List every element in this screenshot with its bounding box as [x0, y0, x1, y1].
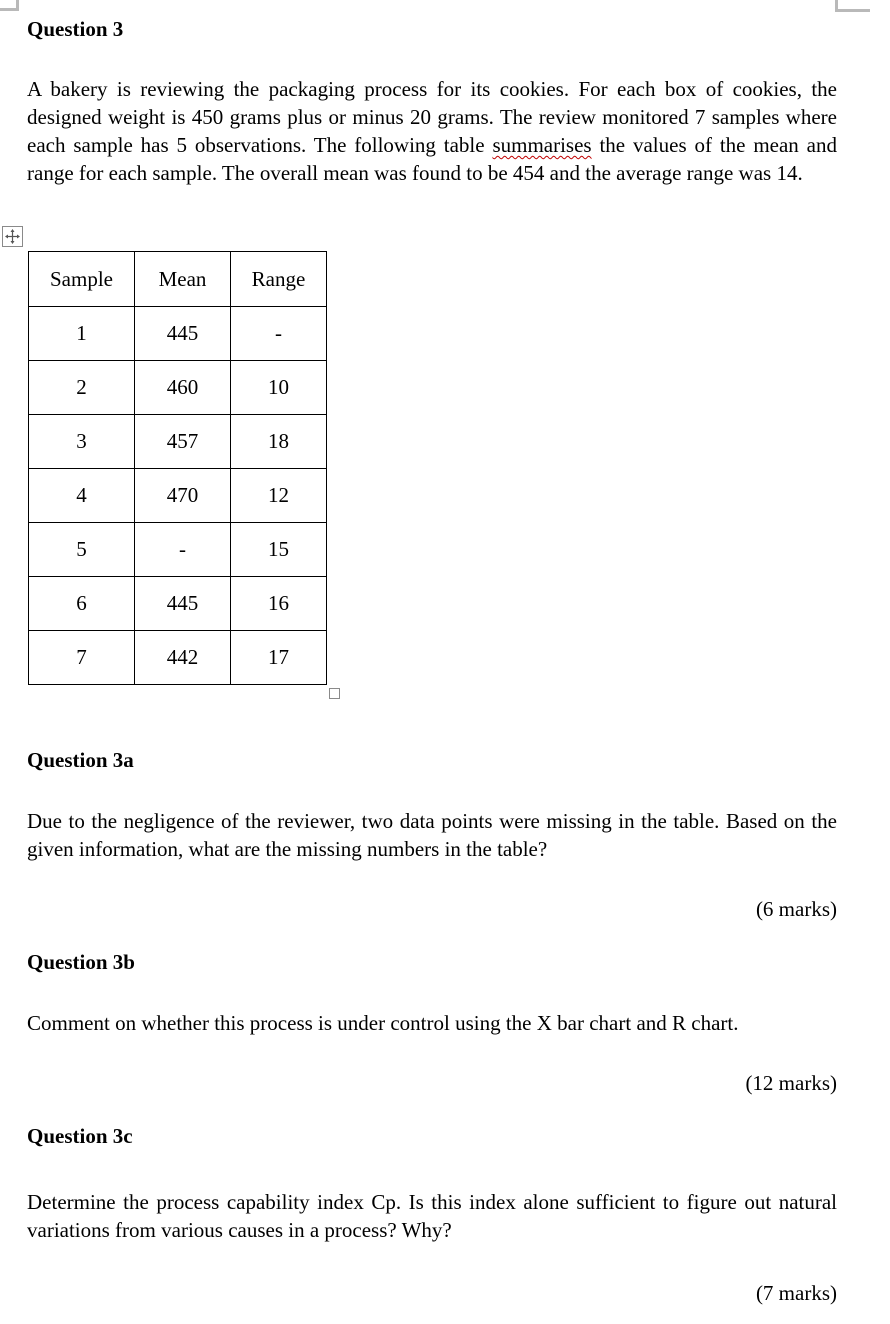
cell-mean: - [135, 523, 231, 577]
cell-sample: 7 [29, 631, 135, 685]
question-3b-heading: Question 3b [27, 950, 135, 974]
cell-mean: 445 [135, 307, 231, 361]
table-row [29, 577, 327, 631]
cell-mean: 445 [135, 577, 231, 631]
intro-text-part-2: the values of the mean and range for each sample. The overall mean was found to be 454 and the average range was 14. [27, 133, 837, 185]
question-3a-text: Due to the negligence of the reviewer, two data points were missing in the table. Based on the given information, what are the missing numbers in the table? [27, 809, 837, 861]
cell-range: 18 [231, 415, 327, 469]
cell-mean: 470 [135, 469, 231, 523]
cell-sample: 3 [29, 415, 135, 469]
header-range: Range [231, 252, 327, 307]
table-row [29, 361, 327, 415]
table-row [29, 415, 327, 469]
table-row [29, 469, 327, 523]
page-corner-top-right [835, 0, 870, 12]
cell-range: 10 [231, 361, 327, 415]
question-3c-marks: (7 marks) [755, 1281, 837, 1305]
header-sample: Sample [29, 252, 135, 307]
cell-sample: 6 [29, 577, 135, 631]
sample-data-table [28, 251, 327, 685]
question-3c-text: Determine the process capability index Cp. Is this index alone sufficient to figure out natural variations from various causes in a process? Why? [27, 1190, 837, 1242]
question-3b-text: Comment on whether this process is under control using the X bar chart and R chart. [27, 1011, 739, 1035]
cell-range: 12 [231, 469, 327, 523]
question-3c-heading: Question 3c [27, 1124, 133, 1148]
cell-range: 17 [231, 631, 327, 685]
spellcheck-flagged-word[interactable]: summarises [492, 133, 592, 157]
table-resize-handle-icon[interactable] [329, 688, 340, 699]
cell-mean: 460 [135, 361, 231, 415]
cell-sample: 4 [29, 469, 135, 523]
table-move-handle-icon[interactable] [2, 226, 23, 247]
question-3a-marks: (6 marks) [755, 897, 837, 921]
table-header-row [29, 252, 327, 307]
question-3b-marks: (12 marks) [745, 1071, 837, 1095]
table-row [29, 631, 327, 685]
page-corner-top-left [0, 0, 19, 11]
question-3-heading: Question 3 [27, 17, 124, 41]
cell-range: 16 [231, 577, 327, 631]
question-3a-heading: Question 3a [27, 748, 134, 772]
cell-range: - [231, 307, 327, 361]
question-3-intro [27, 75, 837, 187]
cell-range: 15 [231, 523, 327, 577]
cell-mean: 457 [135, 415, 231, 469]
cell-sample: 1 [29, 307, 135, 361]
cell-sample: 5 [29, 523, 135, 577]
cell-sample: 2 [29, 361, 135, 415]
cell-mean: 442 [135, 631, 231, 685]
table-row [29, 307, 327, 361]
table-row [29, 523, 327, 577]
header-mean: Mean [135, 252, 231, 307]
intro-text-part-1: A bakery is reviewing the packaging process for its cookies. For each box of cookies, the designed weight is 450 grams plus or minus 20 grams. The review monitored 7 samples where each sample has 5 observations. The following table [27, 77, 837, 157]
